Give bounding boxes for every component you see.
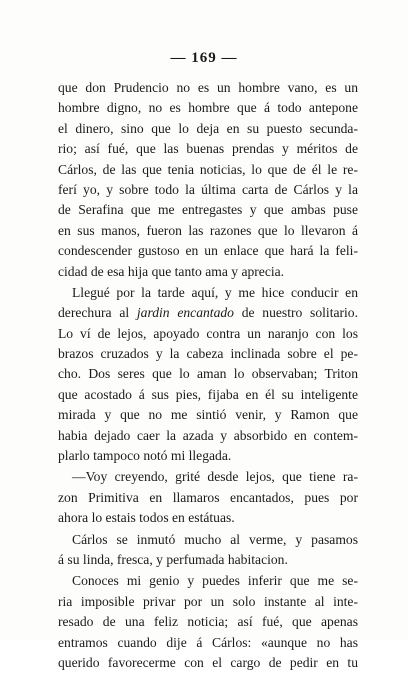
text-line: hombre digno, no es hombre que á todo antepone [58,100,358,116]
text-line: cidad de esa hija que tanto ama y aprecia. [58,263,285,279]
text-line: derechura al jardin encantado de nuestro solitario. [58,305,359,321]
paragraph [58,467,358,528]
text-line: que don Prudencio no es un hombre vano, es un [58,80,358,95]
paragraph [58,530,358,571]
text-line: el dinero, sino que lo deja en su puesto secunda- [58,120,358,136]
page-number: — 169 — [170,50,238,66]
text-line: rio; así fué, que las buenas prendas y méritos de [58,141,358,157]
text-line: ahora lo estais todos en estátuas. [58,510,235,526]
text-line: Llegué por la tarde aquí, y me hice conducir en [72,284,358,300]
text-line: —Voy creyendo, grité desde lejos, que tiene ra- [72,469,358,485]
paragraph [58,78,358,282]
text-line: mirada y que no me sintió venir, y Ramon que [58,407,358,423]
text-line: brazos cruzados y la cabeza inclinada sobre el pe- [58,346,358,362]
text-line: á su linda, fresca, y perfumada habitacion. [58,551,288,567]
text-line: ferí yo, y sobre todo la última carta de Cárlos y la [58,181,358,197]
body-text [58,78,358,673]
paragraph [58,283,358,467]
text-line: habia dejado caer la azada y absorbido en contem- [58,427,358,443]
text-line: entramos cuando dije á Cárlos: «aunque no has [58,634,358,650]
text-line: Lo ví de lejos, apoyado contra un naranjo con los [58,325,358,341]
text-line: resado de una feliz noticia; así fué, que apenas [58,614,358,630]
text-line: de Serafina que me entregastes y que ambas puse [58,202,358,218]
text-line: Cárlos, de las que tenia noticias, lo que de él le re- [58,161,358,177]
text-line: que acostado á sus pies, fijaba en él su inteligente [58,386,358,402]
text-line: Conoces mi genio y puedes inferir que me se- [72,573,358,589]
paragraph [58,571,358,673]
text-line: zon Primitiva en llamaros encantados, pues por [58,489,358,505]
text-line: cho. Dos seres que lo aman lo observaban; Triton [58,366,358,382]
text-line: plarlo tampoco notó mi llegada. [58,448,232,464]
text-line: querido favorecerme con el cargo de pedir en tu [58,654,358,670]
text-line: condescender gustoso en un enlace que hará la feli- [58,243,358,259]
text-line: en sus manos, fueron las razones que lo llevaron á [58,222,358,238]
text-line: ria imposible privar por un solo instante al inte- [58,593,358,609]
text-line: Cárlos se inmutó mucho al verme, y pasamos [72,531,358,547]
italic-phrase: jardin encantado [136,305,234,321]
